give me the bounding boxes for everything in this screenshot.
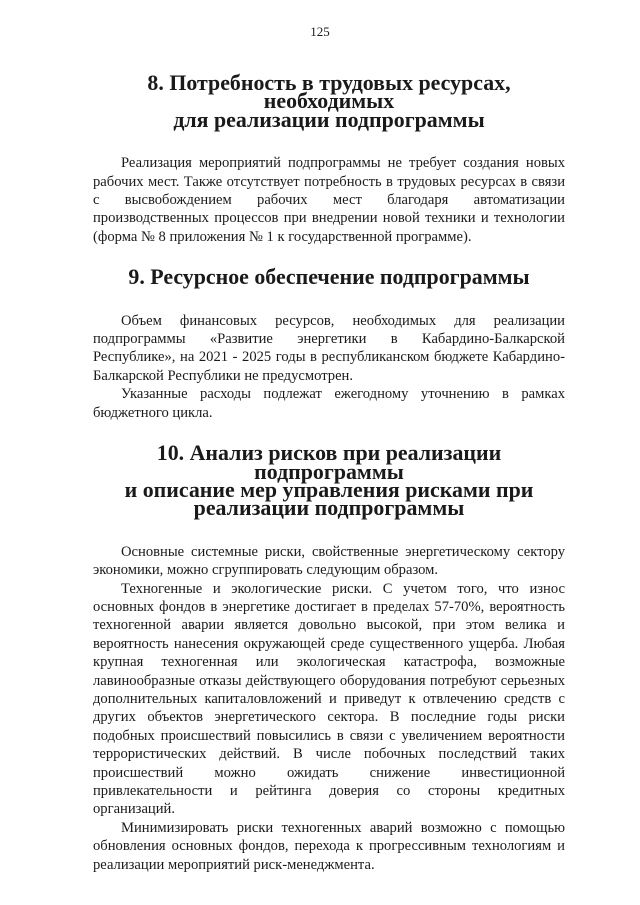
paragraph: Реализация мероприятий подпрограммы не требует создания новых рабочих мест. Также отсутствует потребность в трудовых ресурсах в связи с высвобождением рабочих мест благодаря автоматизации производственных процессов при внедрении новой техники и технологии (форма № 8 приложения № 1 к государственной программе). xyxy=(93,155,565,245)
section-8 xyxy=(93,70,565,246)
page-number: 125 xyxy=(310,24,330,39)
heading-line: для реализации подпрограммы xyxy=(173,106,485,132)
heading-line: 10. Анализ рисков при реализации подпрограммы xyxy=(156,440,502,484)
paragraph: Минимизировать риски техногенных аварий возможно с помощью обновления основных фондов, перехода к прогрессивным технологиям и реализации мероприятий риск-менеджмента. xyxy=(93,819,565,873)
heading-line: и описание мер управления рисками при реализации подпрограммы xyxy=(124,476,534,521)
paragraph: Объем финансовых ресурсов, необходимых для реализации подпрограммы «Развитие энергетики в Кабардино-Балкарской Республике», на 2021 - 2025 годы в республиканском бюджете Кабардино-Балкарской Республики не предусмотрен. xyxy=(93,312,565,384)
section-heading xyxy=(93,440,565,521)
heading-line: 9. Ресурсное обеспечение подпрограммы xyxy=(128,264,530,290)
heading-line: 8. Потребность в трудовых ресурсах, необходимых xyxy=(147,70,511,114)
section-heading xyxy=(93,70,565,132)
paragraph: Техногенные и экологические риски. С учетом того, что износ основных фондов в энергетике достигает в пределах 57-70%, вероятность техногенной аварии является довольно высокой, при этом велика и вероятность нанесения окружающей среде существенного ущерба. Любая крупная техногенная или экологическая катастрофа, возможные лавинообразные отказы действующего оборудования потребуют серьезных дополнительных капиталовложений и приведут к отвлечению средств с других объектов энергетического сектора. В последние годы риски подобных происшествий повысились в связи с увеличением вероятности террористических действий. В числе побочных последствий таких происшествий можно ожидать снижение инвестиционной привлекательности и рейтинга доверия со стороны кредитных организаций. xyxy=(93,580,565,818)
page-content xyxy=(93,70,565,874)
section-9 xyxy=(93,264,565,422)
paragraph: Указанные расходы подлежат ежегодному уточнению в рамках бюджетного цикла. xyxy=(93,386,565,421)
paragraph: Основные системные риски, свойственные энергетическому сектору экономики, можно сгруппировать следующим образом. xyxy=(93,543,565,579)
section-heading xyxy=(93,264,565,290)
section-10 xyxy=(93,440,565,874)
